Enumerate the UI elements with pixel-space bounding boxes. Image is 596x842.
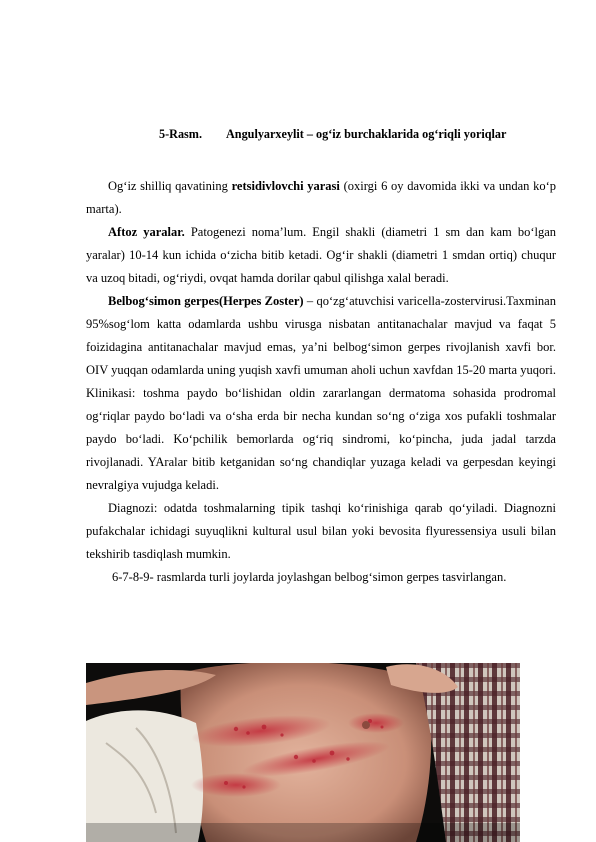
term-aphthous-ulcers: Aftoz yaralar. — [108, 225, 185, 239]
paragraph-aphthous-ulcers: Aftoz yaralar. Patogenezi noma’lum. Engil shakli (diametri 1 sm dan kam bo‘lgan yaralar) 10-14 kun ichida o‘zicha bitib ketadi. Og‘ir shakli (diametri 1 smdan ortiq) chuqur va uzoq bitadi, og‘riydi, ovqat hamda dorilar qabul qilishga xalal beradi. — [86, 225, 557, 285]
paragraph-diagnosis: Diagnozi: odatda toshmalarning tipik tashqi ko‘rinishiga qarab qo‘yiladi. Diagnozni pufakchalar ichidagi suyuqlikni kultural usul bilan yoki bevosita flyuressensiya usuli bilan tekshirib tasdiqlash mumkin. — [86, 501, 556, 561]
paragraph-figure-reference: 6-7-8-9- rasmlarda turli joylarda joylashgan belbog‘simon gerpes tasvirlangan. — [112, 570, 507, 584]
paragraph-herpes-zoster: Belbog‘simon gerpes(Herpes Zoster) – qo‘zg‘atuvchisi varicella-zostervirusi.Taxminan 95%sog‘lom katta odamlarda ushbu virusga nisbatan antitanachalar mavjud va faqat 5 foizidagina antitanachalar mavjud emas, ya’ni belbog‘simon gerpes rivojlanish xavfi bor. OIV yuqqan odamlarda uning yuqish xavfi umuman aholi uchun xavfdan 15-20 marta yuqori. Klinikasi: toshma paydo bo‘lishidan oldin zararlangan dermatoma sohasida prodromal og‘riqlar paydo bo‘ladi va o‘sha erda bir necha kundan so‘ng o‘ziga xos pufakli toshmalar paydo bo‘ladi. Ko‘pchilik bemorlarda og‘riq sindromi, ko‘pincha, juda jadal tarzda rivojlanadi. YAralar bitib ketganidan so‘ng chandiqlar yuzaga keladi va gerpesdan keyingi nevralgiya vujudga keladi. — [86, 294, 556, 492]
term-herpes-zoster: Belbog‘simon gerpes(Herpes Zoster) — [108, 294, 304, 308]
caption-number: 5-Rasm. — [159, 127, 202, 141]
herpes-zoster-photo — [86, 663, 520, 842]
body-text — [86, 175, 556, 589]
caption-title: Angulyarxeylit – og‘iz burchaklarida og‘riqli yoriqlar — [226, 127, 507, 141]
term-recurrent-ulcer: retsidivlovchi yarasi — [231, 179, 340, 193]
paragraph-recurrent-ulcer: Og‘iz shilliq qavatining retsidivlovchi yarasi (oxirgi 6 oy davomida ikki va undan ko‘p marta). — [86, 179, 557, 216]
